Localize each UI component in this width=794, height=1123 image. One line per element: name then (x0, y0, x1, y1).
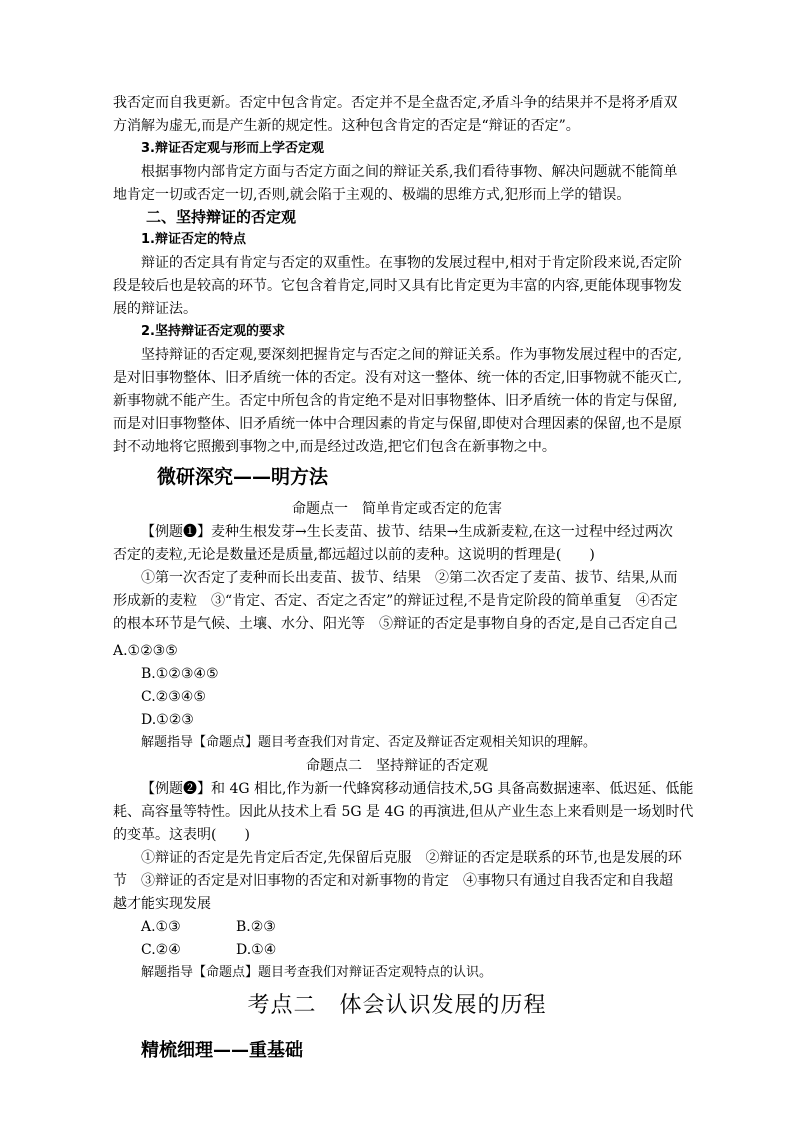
example-item-line: 形成新的麦粒 ③“肯定、否定、否定之否定”的辩证过程,不是肯定阶段的简单重复 ④否定 (113, 593, 678, 609)
subheading: 2.坚持辩证否定观的要求 (141, 324, 285, 339)
paragraph-line: 封不动地将它照搬到事物之中,而是经过改造,把它们包含在新事物之中。 (113, 439, 556, 455)
section-subtitle: 精梳细理——重基础 (141, 1040, 303, 1061)
option-d: D.①②③ (141, 712, 194, 728)
example-item-line: 节 ③辩证的否定是对旧事物的否定和对新事物的肯定 ④事物只有通过自我否定和自我超 (113, 873, 673, 889)
example-stem-line: 耗、高容量等特性。因此从技术上看 5G 是 4G 的再演进,但从产业生态上来看则是一场划时代 (113, 804, 694, 820)
paragraph-line: 地肯定一切或否定一切,否则,就会陷于主观的、极端的思维方式,犯形而上学的错误。 (113, 187, 631, 203)
section-title: 微研深究——明方法 (157, 466, 329, 488)
example-stem-line: 【例题❶】麦种生根发芽→生长麦苗、拔节、结果→生成新麦粒,在这一过程中经过两次 (141, 524, 673, 540)
section-heading: 二、坚持辩证的否定观 (146, 208, 297, 226)
option-a: A.①②③⑤ (113, 643, 178, 659)
paragraph-line: 段是较后也是较高的环节。它包含着肯定,同时又具有比肯定更为丰富的内容,更能体现事物发 (113, 278, 682, 294)
example-item-line: ①辩证的否定是先肯定后否定,先保留后克服 ②辩证的否定是联系的环节,也是发展的环 (141, 850, 682, 866)
example-stem-line: 的变革。这表明( ) (113, 827, 250, 843)
question-point-heading: 命题点一 简单肯定或否定的危害 (292, 501, 502, 517)
paragraph-line: 而是对旧事物整体、旧矛盾统一体中合理因素的肯定与保留,即使对合理因素的保留,也不是原 (113, 416, 682, 432)
example-item-line: 越才能实现发展 (113, 896, 211, 912)
option-a: A.①③ (141, 919, 181, 935)
subheading: 1.辩证否定的特点 (141, 232, 246, 247)
option-c: C.②③④⑤ (141, 689, 206, 705)
paragraph-line: 展的辩证法。 (113, 301, 197, 317)
paragraph-line: 根据事物内部肯定方面与否定方面之间的辩证关系,我们看待事物、解决问题就不能简单 (141, 164, 678, 180)
option-c: C.②④ (141, 942, 181, 958)
paragraph-line: 是对旧事物整体、旧矛盾统一体的否定。没有对这一整体、统一体的否定,旧事物就不能灭亡, (113, 370, 682, 386)
option-b: B.②③ (236, 919, 276, 935)
exam-point-title: 考点二 体会认识发展的历程 (247, 993, 547, 1018)
solution-guide: 解题指导【命题点】题目考查我们对肯定、否定及辩证否定观相关知识的理解。 (141, 735, 597, 750)
question-point-heading: 命题点二 坚持辩证的否定观 (306, 758, 488, 774)
example-stem-line: 【例题❷】和 4G 相比,作为新一代蜂窝移动通信技术,5G 具备高数据速率、低迟延、低能 (141, 781, 694, 797)
paragraph-line: 新事物就不能产生。否定中所包含的肯定绝不是对旧事物整体、旧矛盾统一体的肯定与保留, (113, 393, 678, 409)
paragraph-line: 我否定而自我更新。否定中包含肯定。否定并不是全盘否定,矛盾斗争的结果并不是将矛盾双 (113, 95, 678, 111)
solution-guide: 解题指导【命题点】题目考查我们对辩证否定观特点的认识。 (141, 965, 493, 980)
paragraph-line: 坚持辩证的否定观,要深刻把握肯定与否定之间的辩证关系。作为事物发展过程中的否定, (141, 347, 682, 363)
example-item-line: 的根本环节是气候、土壤、水分、阳光等 ⑤辩证的否定是事物自身的否定,是自己否定自己 (113, 616, 678, 632)
option-d: D.①④ (236, 942, 277, 958)
paragraph-line: 方消解为虚无,而是产生新的规定性。这种包含肯定的否定是“辩证的否定”。 (113, 118, 580, 134)
option-b: B.①②③④⑤ (141, 666, 219, 682)
subheading: 3.辩证否定观与形而上学否定观 (141, 141, 324, 156)
example-item-line: ①第一次否定了麦种而长出麦苗、拔节、结果 ②第二次否定了麦苗、拔节、结果,从而 (141, 570, 678, 586)
example-stem-line: 否定的麦粒,无论是数量还是质量,都远超过以前的麦种。这说明的哲理是( ) (113, 547, 595, 563)
paragraph-line: 辩证的否定具有肯定与否定的双重性。在事物的发展过程中,相对于肯定阶段来说,否定阶 (141, 255, 682, 271)
